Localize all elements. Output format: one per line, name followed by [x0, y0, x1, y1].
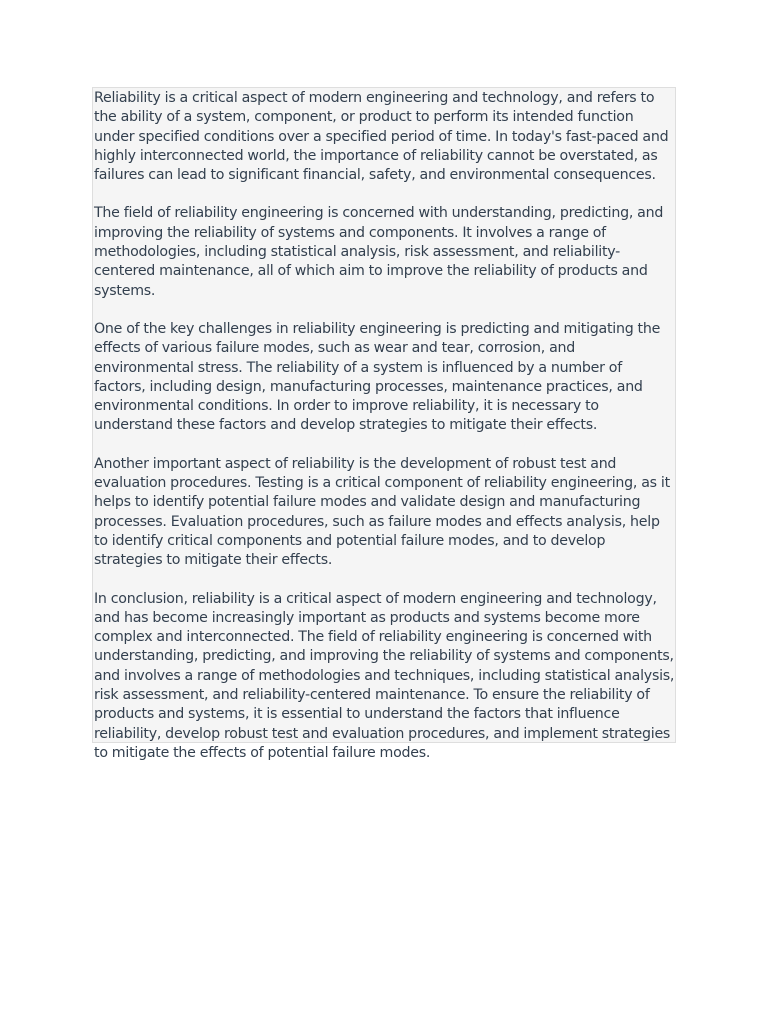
paragraph-failure-modes: One of the key challenges in reliability engineering is predicting and mitigating the effects of various failure modes, such as wear and tear, corrosion, and environmental stress. The reliability of a system is influenced by a number of factors, including design, manufacturing processes, maintenance practices, and environmental conditions. In order to improve reliability, it is necessary to understand these factors and develop strategies to mitigate their effects. — [94, 320, 661, 434]
paragraph-introduction: Reliability is a critical aspect of modern engineering and technology, and refers to the ability of a system, component, or product to perform its intended function under specified conditions over a specified period of time. In today's fast-paced and highly interconnected world, the importance of reliability cannot be overstated, as failures can lead to significant financial, safety, and environmental consequences. — [94, 90, 669, 184]
paragraph-conclusion: In conclusion, reliability is a critical aspect of modern engineering and technology, and has become increasingly important as products and systems become more complex and interconnected. The field of reliability engineering is concerned with understanding, predicting, and improving the reliability of systems and components, and involves a range of methodologies and techniques, including statistical analysis, risk assessment, and reliability-centered maintenance. To ensure the reliability of products and systems, it is essential to understand the factors that influence reliability, develop robust test and evaluation procedures, and implement strategies to mitigate the effects of potential failure modes. — [94, 590, 675, 761]
paragraph-testing: Another important aspect of reliability is the development of robust test and evaluation procedures. Testing is a critical component of reliability engineering, as it helps to identify potential failure modes and validate design and manufacturing processes. Evaluation procedures, such as failure modes and effects analysis, help to identify critical components and potential failure modes, and to develop strategies to mitigate their effects. — [94, 455, 670, 569]
document-text-block — [92, 87, 676, 761]
paragraph-field-overview: The field of reliability engineering is concerned with understanding, predicting, and improving the reliability of systems and components. It involves a range of methodologies, including statistical analysis, risk assessment, and reliability-centered maintenance, all of which aim to improve the reliability of products and systems. — [94, 205, 664, 299]
